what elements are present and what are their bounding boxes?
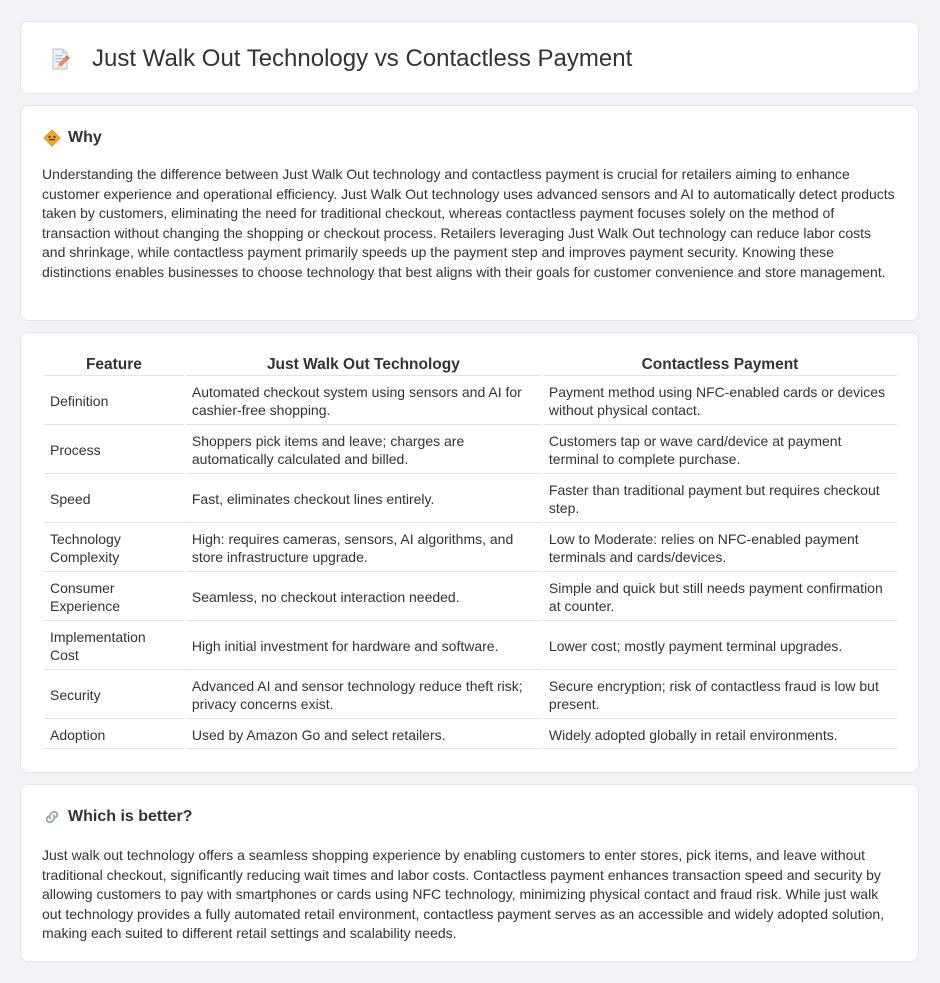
- page-title: Just Walk Out Technology vs Contactless Payment: [92, 45, 633, 72]
- row-just-walk-out: High: requires cameras, sensors, AI algorithms, and store infrastructure upgrade.: [186, 525, 541, 572]
- row-feature: Security: [44, 672, 184, 719]
- header-just-walk-out: Just Walk Out Technology: [186, 352, 541, 376]
- row-feature: Adoption: [44, 721, 184, 749]
- which-is-better-section: [20, 784, 919, 962]
- row-just-walk-out: Advanced AI and sensor technology reduce theft risk; privacy concerns exist.: [186, 672, 541, 719]
- row-contactless: Lower cost; mostly payment terminal upgrades.: [543, 623, 897, 670]
- table-header-row: [44, 352, 897, 376]
- row-contactless: Faster than traditional payment but requires checkout step.: [543, 476, 897, 523]
- better-title: Which is better?: [68, 808, 193, 825]
- row-feature: Definition: [44, 378, 184, 425]
- row-just-walk-out: Shoppers pick items and leave; charges are automatically calculated and billed.: [186, 427, 541, 474]
- comparison-table: [42, 350, 899, 751]
- row-contactless: Widely adopted globally in retail environments.: [543, 721, 897, 749]
- title-card: [20, 21, 919, 94]
- table-row: [44, 574, 897, 621]
- table-row: [44, 476, 897, 523]
- row-feature: Speed: [44, 476, 184, 523]
- row-just-walk-out: High initial investment for hardware and software.: [186, 623, 541, 670]
- table-row: [44, 721, 897, 749]
- row-just-walk-out: Fast, eliminates checkout lines entirely.: [186, 476, 541, 523]
- table-row: [44, 672, 897, 719]
- row-contactless: Simple and quick but still needs payment confirmation at counter.: [543, 574, 897, 621]
- table-row: [44, 427, 897, 474]
- comparison-section: [20, 332, 919, 773]
- header-contactless: Contactless Payment: [543, 352, 897, 376]
- row-contactless: Secure encryption; risk of contactless fraud is low but present.: [543, 672, 897, 719]
- why-paragraph: Understanding the difference between Just Walk Out technology and contactless payment is crucial for retailers aiming to enhance customer experience and operational efficiency. Just Walk Out technology uses advanced sensors and AI to automatically detect products taken by customers, eliminating the need for traditional checkout, whereas contactless payment focuses solely on the method of transaction without changing the shopping or checkout process. Retailers leveraging Just Walk Out technology can reduce labor costs and shrinkage, while contactless payment primarily speeds up the payment step and improves payment security. Knowing these distinctions enables businesses to choose technology that best aligns with their goals for customer convenience and store management.: [42, 166, 895, 280]
- row-contactless: Customers tap or wave card/device at payment terminal to complete purchase.: [543, 427, 897, 474]
- header-feature: Feature: [44, 352, 184, 376]
- row-feature: Technology Complexity: [44, 525, 184, 572]
- row-just-walk-out: Used by Amazon Go and select retailers.: [186, 721, 541, 749]
- row-feature: Implementation Cost: [44, 623, 184, 670]
- link-icon: [43, 808, 61, 826]
- row-feature: Process: [44, 427, 184, 474]
- table-row: [44, 623, 897, 670]
- why-title: Why: [68, 129, 102, 146]
- row-feature: Consumer Experience: [44, 574, 184, 621]
- document-edit-icon: [48, 47, 72, 71]
- row-contactless: Low to Moderate: relies on NFC-enabled payment terminals and cards/devices.: [543, 525, 897, 572]
- row-just-walk-out: Automated checkout system using sensors and AI for cashier-free shopping.: [186, 378, 541, 425]
- row-contactless: Payment method using NFC-enabled cards or devices without physical contact.: [543, 378, 897, 425]
- table-row: [44, 378, 897, 425]
- better-paragraph: Just walk out technology offers a seamless shopping experience by enabling customers to enter stores, pick items, and leave without traditional checkout, significantly reducing wait times and labor costs. Contactless payment enhances transaction speed and security by allowing customers to pay with smartphones or cards using NFC technology, minimizing physical contact and fraud risk. While just walk out technology provides a fully automated retail environment, contactless payment serves as an accessible and widely adopted solution, making each suited to different retail settings and scalability needs.: [42, 847, 885, 941]
- diamond-sign-icon: [43, 129, 61, 147]
- why-section: [20, 105, 919, 321]
- table-row: [44, 525, 897, 572]
- row-just-walk-out: Seamless, no checkout interaction needed.: [186, 574, 541, 621]
